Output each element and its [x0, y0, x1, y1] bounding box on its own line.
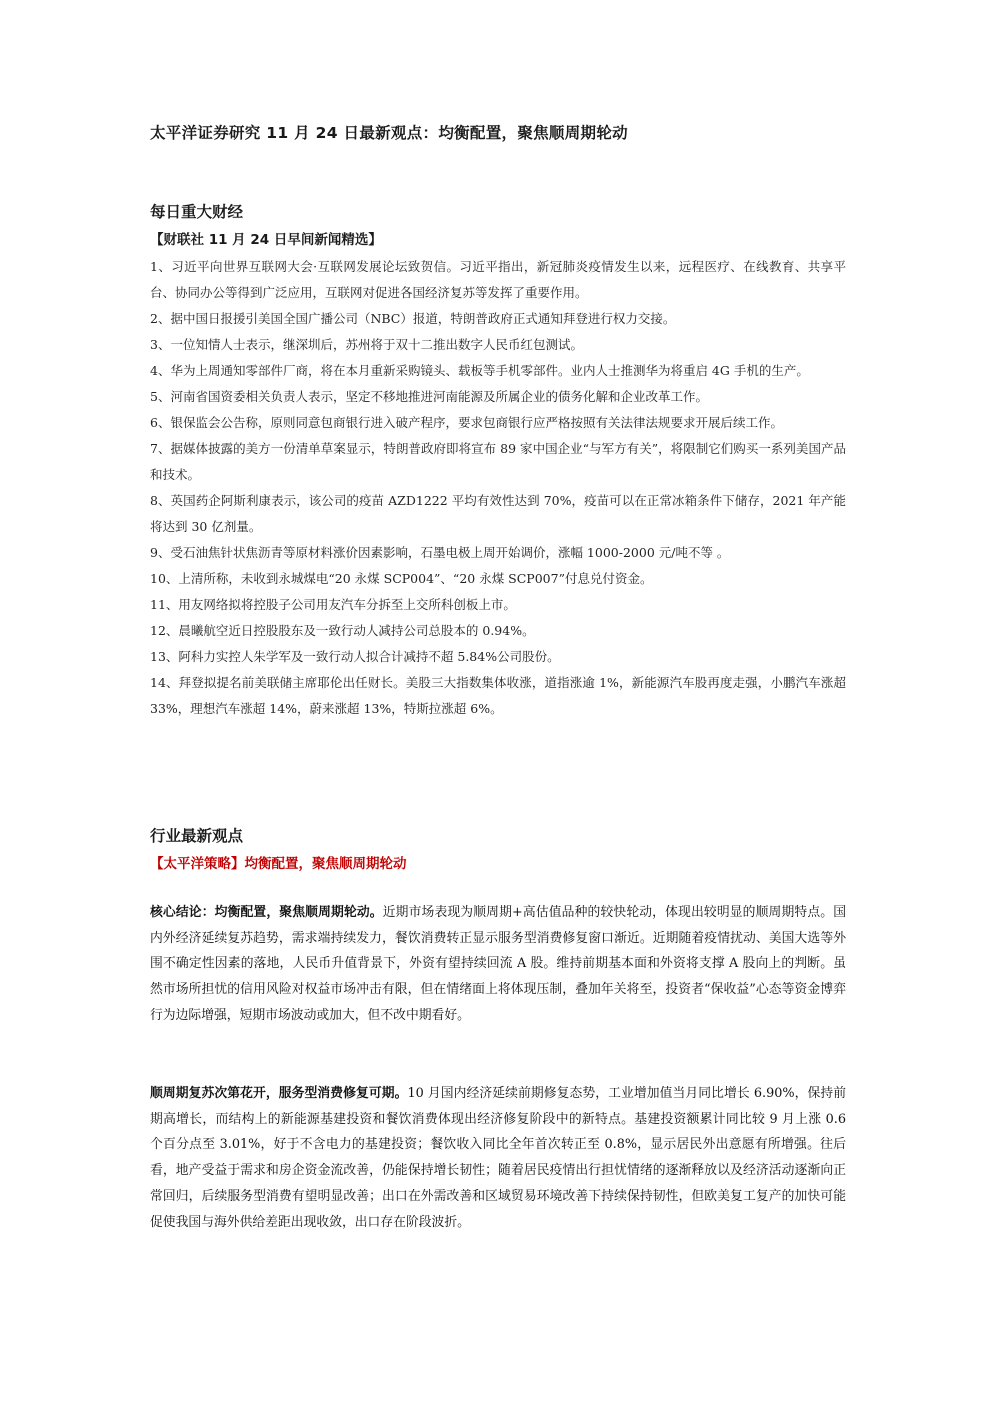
- paragraph-core-conclusion: [150, 900, 846, 1029]
- paragraph-procyclical-recovery: [150, 1081, 846, 1235]
- strategy-title: 【太平洋策略】均衡配置，聚焦顺周期轮动: [150, 856, 407, 872]
- list-item: 1、习近平向世界互联网大会·互联网发展论坛致贺信。习近平指出，新冠肺炎疫情发生以来，远程医疗、在线教育、共享平台、协同办公等得到广泛应用，互联网对促进各国经济复苏等发挥了重要作用。: [150, 259, 846, 300]
- list-item: 7、据媒体披露的美方一份清单草案显示，特朗普政府即将宣布 89 家中国企业“与军方有关”，将限制它们购买一系列美国产品和技术。: [150, 441, 846, 482]
- document-title: 太平洋证券研究 11 月 24 日最新观点：均衡配置，聚焦顺周期轮动: [150, 124, 628, 142]
- list-item: 11、用友网络拟将控股子公司用友汽车分拆至上交所科创板上市。: [150, 597, 516, 612]
- list-item: 6、银保监会公告称，原则同意包商银行进入破产程序，要求包商银行应严格按照有关法律法规要求开展后续工作。: [150, 415, 783, 430]
- list-item: 13、阿科力实控人朱学军及一致行动人拟合计减持不超 5.84%公司股份。: [150, 649, 560, 664]
- list-item: 10、上清所称，未收到永城煤电“20 永煤 SCP004”、“20 永煤 SCP007”付息兑付资金。: [150, 571, 653, 586]
- list-item: 12、晨曦航空近日控股股东及一致行动人减持公司总股本的 0.94%。: [150, 623, 535, 638]
- daily-finance-heading: 每日重大财经: [150, 203, 244, 221]
- paragraph-lead: 核心结论：均衡配置，聚焦顺周期轮动。: [150, 905, 383, 920]
- paragraph-lead: 顺周期复苏次第花开，服务型消费修复可期。: [150, 1086, 408, 1101]
- list-item: 5、河南省国资委相关负责人表示，坚定不移地推进河南能源及所属企业的债务化解和企业改革工作。: [150, 389, 708, 404]
- industry-heading: 行业最新观点: [150, 827, 244, 845]
- list-item: 3、一位知情人士表示，继深圳后，苏州将于双十二推出数字人民币红包测试。: [150, 337, 583, 352]
- list-item: 8、英国药企阿斯利康表示，该公司的疫苗 AZD1222 平均有效性达到 70%，疫苗可以在正常冰箱条件下储存，2021 年产能将达到 30 亿剂量。: [150, 493, 846, 534]
- list-item: 14、拜登拟提名前美联储主席耶伦出任财长。美股三大指数集体收涨，道指涨逾 1%，新能源汽车股再度走强，小鹏汽车涨超 33%，理想汽车涨超 14%，蔚来涨超 13%，特斯拉涨超 6%。: [150, 675, 846, 716]
- list-item: 9、受石油焦针状焦沥青等原材料涨价因素影响，石墨电极上周开始调价，涨幅 1000-2000 元/吨不等 。: [150, 545, 730, 560]
- paragraph-body: 10 月国内经济延续前期修复态势，工业增加值当月同比增长 6.90%，保持前期高增长，而结构上的新能源基建投资和餐饮消费体现出经济修复阶段中的新特点。基建投资额累计同比较 9 月上涨 0.6 个百分点至 3.01%，好于不含电力的基建投资；餐饮收入同比全年首次转正至 0.8%，显示居民外出意愿有所增强。往后看，地产受益于需求和房企资金流改善，仍能保持增长韧性；随着居民疫情出行担忧情绪的逐渐释放以及经济活动逐渐向正常回归，后续服务型消费有望明显改善；出口在外需改善和区域贸易环境改善下持续保持韧性，但欧美复工复产的加快可能促使我国与海外供给差距出现收敛，出口存在阶段波折。: [150, 1086, 847, 1230]
- list-item: 2、据中国日报援引美国全国广播公司（NBC）报道，特朗普政府正式通知拜登进行权力交接。: [150, 311, 676, 326]
- paragraph-body: 近期市场表现为顺周期+高估值品种的较快轮动，体现出较明显的顺周期特点。国内外经济延续复苏趋势，需求端持续发力，餐饮消费转正显示服务型消费修复窗口渐近。近期随着疫情扰动、美国大选等外围不确定性因素的落地，人民币升值背景下，外资有望持续回流 A 股。维持前期基本面和外资将支撑 A 股向上的判断。虽然市场所担忧的信用风险对权益市场冲击有限，但在情绪面上将体现压制，叠加年关将至，投资者“保收益”心态等资金博弈行为边际增强，短期市场波动或加大，但不改中期看好。: [150, 905, 846, 1023]
- list-item: 4、华为上周通知零部件厂商，将在本月重新采购镜头、载板等手机零部件。业内人士推测华为将重启 4G 手机的生产。: [150, 363, 809, 378]
- news-source-label: 【财联社 11 月 24 日早间新闻精选】: [150, 232, 382, 248]
- news-list: [150, 254, 846, 722]
